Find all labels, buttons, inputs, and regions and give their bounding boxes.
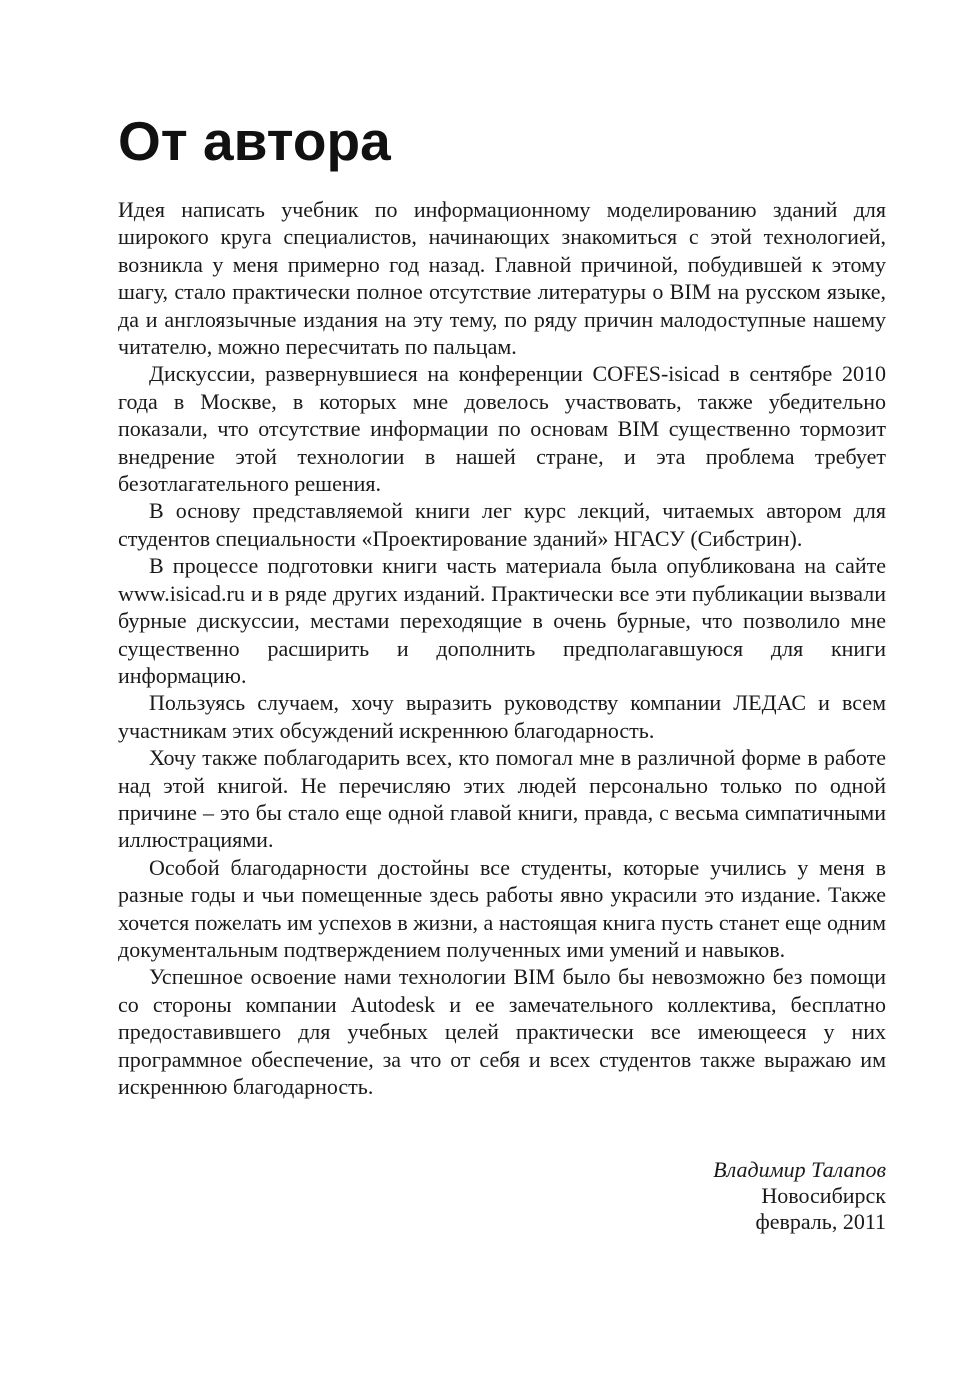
signature-block xyxy=(713,1157,886,1235)
body-text xyxy=(118,196,886,1100)
author-name: Владимир Талапов xyxy=(713,1157,886,1182)
paragraph: Особой благодарности достойны все студенты, которые учились у меня в разные годы и чьи помещенные здесь работы явно украсили это издание. Также хочется пожелать им успехов в жизни, а настоящая книга пусть станет еще одним документальным подтверждением полученных ими умений и навыков. xyxy=(118,854,886,962)
paragraph: Дискуссии, развернувшиеся на конференции COFES-isicad в сентябре 2010 года в Москве, в которых мне довелось участвовать, также убедительно показали, что отсутствие информации по основам BIM существенно тормозит внедрение этой технологии в нашей стране, и эта проблема требует безотлагательного решения. xyxy=(118,361,886,497)
paragraph: Хочу также поблагодарить всех, кто помогал мне в различной форме в работе над этой книгой. Не перечисляю этих людей персонально только по одной причине – это бы стало еще одной главой книги, правда, с весьма симпатичными иллюстрациями. xyxy=(118,745,886,853)
signature-city: Новосибирск xyxy=(761,1183,886,1208)
paragraph: В процессе подготовки книги часть материала была опубликована на сайте www.isicad.ru и в ряде других изданий. Практически все эти публикации вызвали бурные дискуссии, местами переходящие в очень бурные, что позволило мне существенно расширить и дополнить предполагавшуюся для книги информацию. xyxy=(118,553,886,688)
signature-date: февраль, 2011 xyxy=(755,1209,886,1234)
page-title: От автора xyxy=(118,110,391,172)
paragraph: Идея написать учебник по информационному моделированию зданий для широкого круга специалистов, начинающих знакомиться с этой технологией, возникла у меня примерно год назад. Главной причиной, побудившей к этому шагу, стало практически полное отсутствие литературы о BIM на русском языке, да и англоязычные издания на эту тему, по ряду причин малодоступные нашему читателю, можно пересчитать по пальцам. xyxy=(118,197,886,360)
paragraph: Пользуясь случаем, хочу выразить руководству компании ЛЕДАС и всем участникам этих обсуждений искреннюю благодарность. xyxy=(118,690,886,743)
paragraph: В основу представляемой книги лег курс лекций, читаемых автором для студентов специальности «Проектирование зданий» НГАСУ (Сибстрин). xyxy=(118,498,886,551)
paragraph: Успешное освоение нами технологии BIM было бы невозможно без помощи со стороны компании Autodesk и ее замечательного коллектива, бесплатно предоставившего для учебных целей практически все имеющееся у них программное обеспечение, за что от себя и всех студентов также выражаю им искреннюю благодарность. xyxy=(118,964,886,1099)
